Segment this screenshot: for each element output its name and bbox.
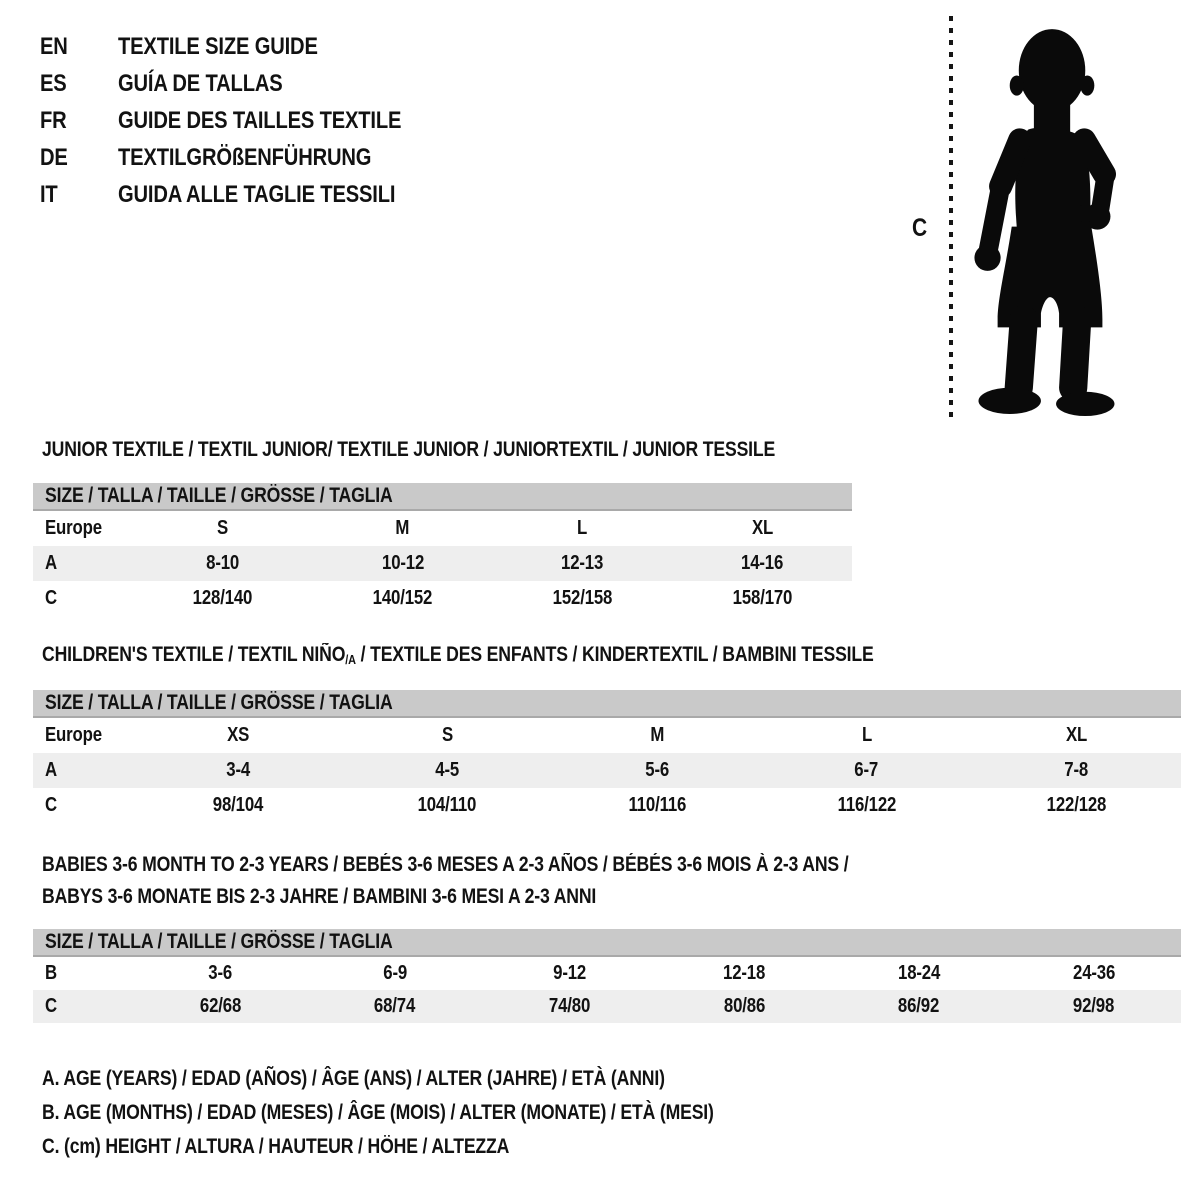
- height-cell: 104/110: [418, 794, 477, 816]
- row-label: C: [45, 995, 57, 1017]
- age-cell: 8-10: [206, 552, 240, 574]
- legend-line-c: C. (cm) HEIGHT / ALTURA / HAUTEUR / HÖHE / ALTEZZA: [42, 1135, 510, 1158]
- children-size-header-bar: [33, 690, 1181, 718]
- height-cell: 86/92: [898, 995, 940, 1017]
- junior-title-text: JUNIOR TEXTILE / TEXTIL JUNIOR/ TEXTILE JUNIOR / JUNIORTEXTIL / JUNIOR TESSILE: [42, 438, 776, 461]
- lang-row-en: [40, 28, 455, 65]
- row-label: C: [45, 587, 57, 609]
- babies-size-table: [33, 929, 1181, 1023]
- height-cell: 92/98: [1073, 995, 1115, 1017]
- size-header-text: SIZE / TALLA / TAILLE / GRÖSSE / TAGLIA: [45, 930, 393, 953]
- babies-section-title: [42, 849, 1002, 913]
- babies-size-header-bar: [33, 929, 1181, 957]
- months-cell: 6-9: [383, 962, 407, 984]
- table-row-europe: [33, 718, 1181, 753]
- size-cell: L: [861, 724, 872, 746]
- size-cell: M: [650, 724, 664, 746]
- size-cell: M: [395, 517, 410, 539]
- junior-size-header-bar: [33, 483, 852, 511]
- table-row-age: [33, 753, 1181, 788]
- lang-row-es: [40, 65, 455, 102]
- height-cell: 110/116: [628, 794, 686, 816]
- row-label: Europe: [45, 724, 102, 746]
- children-section-title: [42, 642, 1032, 672]
- size-cell: XS: [226, 724, 249, 746]
- language-header: [40, 28, 455, 213]
- age-cell: 12-13: [561, 552, 604, 574]
- months-cell: 3-6: [208, 962, 233, 984]
- size-cell: XL: [751, 517, 773, 539]
- junior-size-table: [33, 483, 852, 616]
- size-cell: S: [217, 517, 229, 539]
- lang-title: GUIDE DES TAILLES TEXTILE: [118, 106, 402, 134]
- table-row-height: [33, 788, 1181, 823]
- row-label: A: [45, 759, 57, 781]
- months-cell: 9-12: [553, 962, 587, 984]
- lang-row-fr: [40, 102, 455, 139]
- lang-code: ES: [40, 69, 67, 97]
- children-size-table: [33, 690, 1181, 823]
- row-label: C: [45, 794, 57, 816]
- height-measure-letter: C: [912, 214, 928, 242]
- age-cell: 4-5: [435, 759, 460, 781]
- lang-code: IT: [40, 180, 58, 208]
- height-cell: 140/152: [372, 587, 433, 609]
- babies-title-line1: BABIES 3-6 MONTH TO 2-3 YEARS / BEBÉS 3-6 MESES A 2-3 AÑOS / BÉBÉS 3-6 MOIS À 2-3 ANS /: [42, 853, 849, 876]
- legend: [42, 1062, 842, 1164]
- size-cell: XL: [1065, 724, 1087, 746]
- nino-a-subscript: /A: [345, 652, 356, 667]
- table-row-height: [33, 581, 852, 616]
- legend-line-b: B. AGE (MONTHS) / EDAD (MESES) / ÂGE (MOIS) / ALTER (MONATE) / ETÀ (MESI): [42, 1101, 714, 1124]
- age-cell: 5-6: [645, 759, 669, 781]
- lang-code: EN: [40, 32, 68, 60]
- children-title-text: CHILDREN'S TEXTILE / TEXTIL NIÑO/A / TEXTILE DES ENFANTS / KINDERTEXTIL / BAMBINI TESSILE: [42, 643, 874, 667]
- height-measure-dotted-line: [949, 16, 953, 418]
- lang-title: TEXTILGRÖßENFÜHRUNG: [118, 143, 372, 171]
- months-cell: 24-36: [1072, 962, 1115, 984]
- size-header-text: SIZE / TALLA / TAILLE / GRÖSSE / TAGLIA: [45, 484, 393, 507]
- lang-title: TEXTILE SIZE GUIDE: [118, 32, 318, 60]
- toddler-silhouette-image: [963, 15, 1135, 418]
- legend-line-a: A. AGE (YEARS) / EDAD (AÑOS) / ÂGE (ANS) / ALTER (JAHRE) / ETÀ (ANNI): [42, 1067, 665, 1090]
- age-cell: 7-8: [1064, 759, 1089, 781]
- months-cell: 18-24: [897, 962, 941, 984]
- height-cell: 62/68: [199, 995, 241, 1017]
- row-label: A: [45, 552, 57, 574]
- table-row-height: [33, 990, 1181, 1023]
- height-cell: 122/128: [1046, 794, 1106, 816]
- height-cell: 98/104: [212, 794, 263, 816]
- height-cell: 128/140: [193, 587, 253, 609]
- size-cell: L: [577, 517, 588, 539]
- lang-code: DE: [40, 143, 68, 171]
- table-row-europe: [33, 511, 852, 546]
- height-cell: 68/74: [374, 995, 416, 1017]
- lang-code: FR: [40, 106, 67, 134]
- lang-row-de: [40, 139, 455, 176]
- height-cell: 80/86: [723, 995, 765, 1017]
- height-cell: 152/158: [552, 587, 613, 609]
- lang-title: GUÍA DE TALLAS: [118, 69, 283, 97]
- age-cell: 6-7: [854, 759, 879, 781]
- lang-row-it: [40, 176, 455, 213]
- age-cell: 10-12: [381, 552, 424, 574]
- junior-section-title: [42, 437, 915, 462]
- size-cell: S: [441, 724, 453, 746]
- babies-title-line2: BABYS 3-6 MONATE BIS 2-3 JAHRE / BAMBINI 3-6 MESI A 2-3 ANNI: [42, 885, 597, 908]
- lang-title: GUIDA ALLE TAGLIE TESSILI: [118, 180, 396, 208]
- height-cell: 158/170: [732, 587, 792, 609]
- height-measure-label: [912, 214, 930, 243]
- months-cell: 12-18: [723, 962, 766, 984]
- height-cell: 74/80: [549, 995, 591, 1017]
- height-cell: 116/122: [837, 794, 896, 816]
- age-cell: 3-4: [225, 759, 250, 781]
- size-header-text: SIZE / TALLA / TAILLE / GRÖSSE / TAGLIA: [45, 691, 393, 714]
- row-label: Europe: [45, 517, 102, 539]
- table-row-months: [33, 957, 1181, 990]
- table-row-age: [33, 546, 852, 581]
- row-label: B: [45, 962, 57, 984]
- age-cell: 14-16: [741, 552, 784, 574]
